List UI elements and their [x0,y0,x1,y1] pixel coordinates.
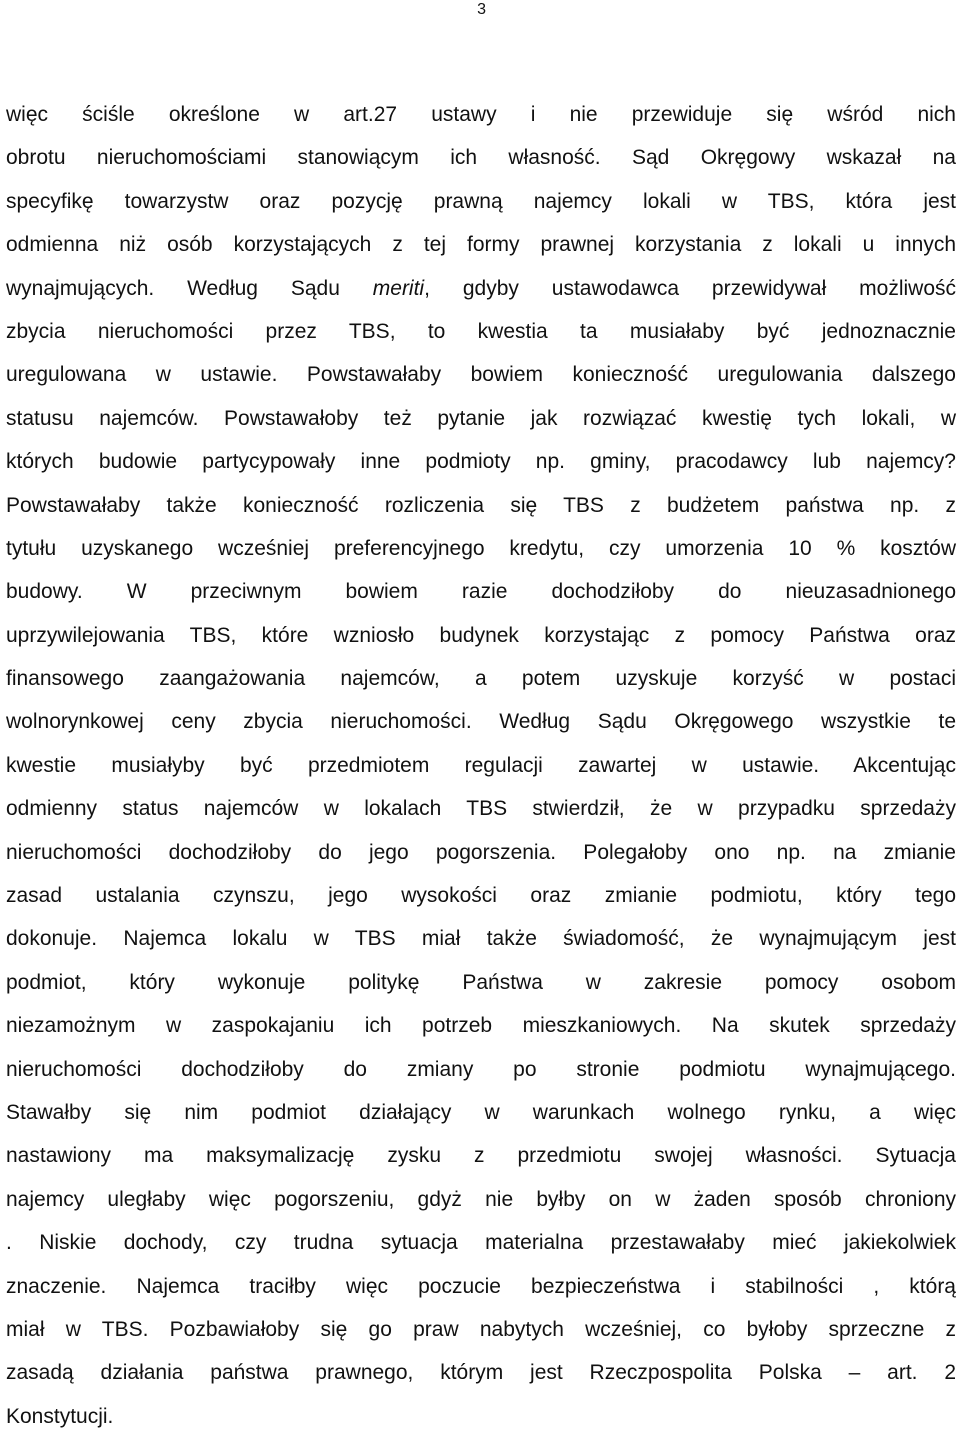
text-line: specyfikę towarzystw oraz pozycję prawną najemcy lokali w TBS, która jest [6,189,956,213]
text-line: statusu najemców. Powstawałoby też pytanie jak rozwiązać kwestię tych lokali, w [6,406,956,430]
text-line-with-italic [6,272,956,315]
text-line: wolnorynkowej ceny zbycia nieruchomości. Według Sądu Okręgowego wszystkie te [6,710,956,734]
text-line: budowy. W przeciwnym bowiem razie dochodziłoby do nieuzasadnionego [6,580,956,604]
text-line: obrotu nieruchomościami stanowiącym ich własność. Sąd Okręgowy wskazał na [6,146,956,170]
text-line: niezamożnym w zaspokajaniu ich potrzeb mieszkaniowych. Na skutek sprzedaży [6,1014,956,1038]
text-line: uprzywilejowania TBS, które wzniosło budynek korzystając z pomocy Państwa oraz [6,623,956,647]
text-line: kwestie musiałyby być przedmiotem regulacji zawartej w ustawie. Akcentując [6,753,956,777]
text-line: więc ściśle określone w art.27 ustawy i nie przewiduje się wśród nich [6,103,956,126]
text-segment: , gdyby ustawodawca przewidywał możliwość [424,276,957,300]
italic-term: meriti [372,276,425,300]
text-line: . Niskie dochody, czy trudna sytuacja materialna przestawałaby mieć jakiekolwiek [6,1231,956,1255]
text-line: nastawiony ma maksymalizację zysku z przedmiotu swojej własności. Sytuacja [6,1144,956,1168]
text-line: finansowego zaangażowania najemców, a potem uzyskuje korzyść w postaci [6,667,956,691]
text-line: zbycia nieruchomości przez TBS, to kwestia ta musiałaby być jednoznacznie [6,319,956,343]
text-segment: wynajmujących. Według Sądu [6,276,373,300]
text-line: których budowie partycypowały inne podmioty np. gminy, pracodawcy lub najemcy? [6,450,956,474]
text-line: dokonuje. Najemca lokalu w TBS miał także świadomość, że wynajmującym jest [6,927,956,951]
text-line: Powstawałaby także konieczność rozliczenia się TBS z budżetem państwa np. z [6,493,956,517]
text-line: odmienny status najemców w lokalach TBS stwierdził, że w przypadku sprzedaży [6,797,956,821]
page-number: 3 [477,1,486,18]
text-line: odmienna niż osób korzystających z tej formy prawnej korzystania z lokali u innych [6,233,956,257]
text-line: podmiot, który wykonuje politykę Państwa w zakresie pomocy osobom [6,970,956,994]
text-line: uregulowana w ustawie. Powstawałaby bowiem konieczność uregulowania dalszego [6,363,956,387]
text-line: zasadą działania państwa prawnego, którym jest Rzeczpospolita Polska – art. 2 [6,1361,956,1385]
text-line-final: Konstytucji. [6,1404,114,1428]
text-line: nieruchomości dochodziłoby do zmiany po stronie podmiotu wynajmującego. [6,1057,956,1081]
text-line: nieruchomości dochodziłoby do jego pogorszenia. Polegałoby ono np. na zmianie [6,840,956,864]
body-text [6,98,956,1443]
text-line: Stawałby się nim podmiot działający w warunkach wolnego rynku, a więc [6,1100,956,1124]
text-line: najemcy uległaby więc pogorszeniu, gdyż nie byłby on w żaden sposób chroniony [6,1187,956,1211]
text-line: miał w TBS. Pozbawiałoby się go praw nabytych wcześniej, co byłoby sprzeczne z [6,1317,956,1341]
text-line: tytułu uzyskanego wcześniej preferencyjnego kredytu, czy umorzenia 10 % kosztów [6,536,956,560]
text-line: znaczenie. Najemca traciłby więc poczucie bezpieczeństwa i stabilności , którą [6,1274,956,1298]
text-line: zasad ustalania czynszu, jego wysokości oraz zmianie podmiotu, który tego [6,884,956,908]
